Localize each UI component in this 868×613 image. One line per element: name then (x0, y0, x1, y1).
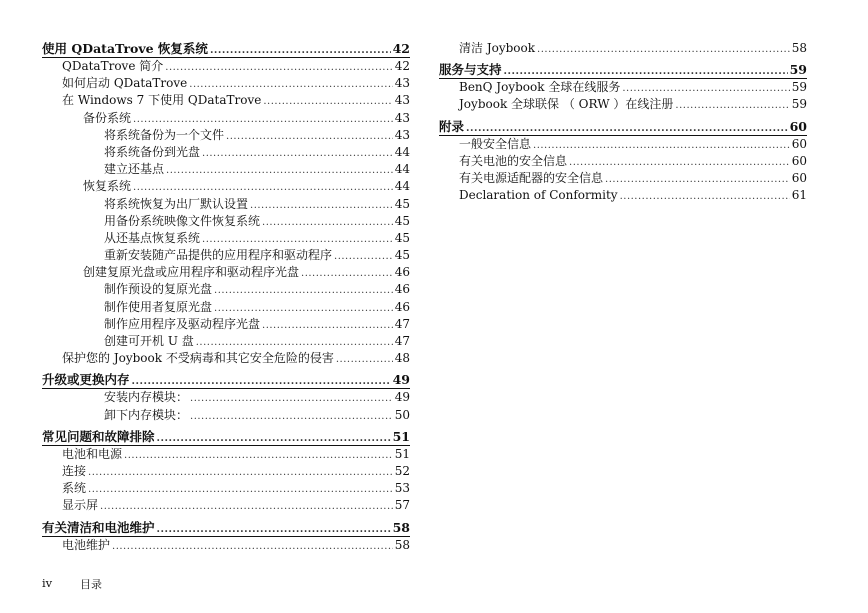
toc-entry-page: 44 (394, 179, 410, 194)
toc-entry-page: 59 (789, 62, 807, 78)
toc-entry-title: 保护您的 Joybook 不受病毒和其它安全危险的侵害 (62, 351, 334, 366)
toc-entry-title: 系统 (62, 481, 87, 496)
toc-dot-leader (250, 197, 393, 214)
toc-dot-leader (214, 282, 393, 299)
toc-dot-leader (124, 447, 393, 464)
toc-dot-leader (301, 265, 393, 282)
toc-chapter-entry[interactable] (439, 118, 807, 136)
toc-entry-title: 恢复系统 (83, 179, 132, 194)
toc-entry-page: 45 (394, 248, 410, 263)
toc-entry[interactable] (42, 75, 410, 92)
toc-dot-leader (675, 97, 789, 114)
toc-entry-page: 45 (394, 196, 410, 211)
toc-entry[interactable] (42, 281, 410, 298)
toc-entry-title: 服务与支持 (439, 62, 502, 78)
toc-entry-page: 47 (394, 334, 410, 348)
toc-entry-title: 创建可开机 U 盘 (104, 334, 194, 348)
toc-entry-title: 有关电源适配器的安全信息 (459, 170, 604, 185)
toc-entry-page: 49 (394, 390, 410, 405)
toc-entry-page: 47 (394, 316, 410, 331)
toc-right-column (439, 40, 807, 204)
toc-entry[interactable] (42, 247, 410, 264)
toc-entry-title: 升级或更换内存 (42, 372, 130, 388)
toc-entry-title: Declaration of Conformity (459, 188, 618, 203)
toc-entry-title: Joybook 全球联保 （ ORW ）在线注册 (459, 97, 674, 112)
toc-entry-title: 制作预设的复原光盘 (104, 282, 213, 297)
toc-entry-page: 61 (791, 188, 807, 203)
toc-entry-page: 46 (394, 282, 410, 297)
toc-entry-title: 将系统恢复为出厂默认设置 (104, 196, 249, 211)
toc-dot-leader (133, 111, 393, 128)
toc-left-column (42, 40, 410, 554)
toc-dot-leader (157, 521, 391, 538)
toc-entry-title: 常见问题和故障排除 (42, 428, 155, 444)
toc-entry-page: 43 (394, 127, 410, 142)
toc-entry[interactable] (439, 170, 807, 187)
toc-entry-page: 59 (791, 97, 807, 112)
toc-entry-title: 连接 (62, 463, 87, 478)
toc-entry[interactable] (42, 333, 410, 350)
toc-entry-title: 创建复原光盘或应用程序和驱动程序光盘 (83, 265, 300, 280)
toc-entry-title: 有关电池的安全信息 (459, 153, 568, 168)
toc-entry[interactable] (42, 58, 410, 75)
toc-entry-page: 53 (394, 481, 410, 496)
toc-entry[interactable] (42, 389, 410, 406)
toc-entry-page: 60 (791, 170, 807, 185)
toc-entry-page: 45 (394, 230, 410, 245)
toc-entry[interactable] (42, 110, 410, 127)
toc-entry[interactable] (42, 178, 410, 195)
toc-entry-page: 50 (394, 407, 410, 422)
footer-section-title: 目录 (80, 578, 102, 591)
toc-dot-leader (88, 481, 393, 498)
toc-dot-leader (214, 300, 393, 317)
toc-entry-page: 48 (394, 351, 410, 366)
toc-dot-leader (165, 59, 392, 76)
toc-entry[interactable] (42, 264, 410, 281)
toc-entry[interactable] (439, 187, 807, 204)
toc-dot-leader (210, 42, 391, 59)
toc-entry-page: 43 (394, 110, 410, 125)
toc-dot-leader (100, 498, 393, 515)
toc-chapter-entry[interactable] (42, 40, 410, 58)
toc-dot-leader (262, 317, 393, 334)
toc-entry[interactable] (42, 299, 410, 316)
toc-entry-page: 60 (789, 118, 807, 134)
toc-entry-page: 46 (394, 299, 410, 314)
toc-entry[interactable] (42, 144, 410, 161)
toc-entry-page: 44 (394, 162, 410, 177)
toc-dot-leader (166, 162, 393, 179)
toc-entry-title: 从还基点恢复系统 (104, 230, 201, 245)
toc-entry[interactable] (42, 196, 410, 213)
toc-entry-page: 52 (394, 463, 410, 478)
toc-entry-page: 49 (392, 372, 410, 388)
toc-dot-leader (537, 41, 790, 58)
toc-entry-title: 重新安装随产品提供的应用程序和驱动程序 (104, 248, 333, 263)
toc-dot-leader (620, 188, 790, 205)
toc-dot-leader (622, 80, 789, 97)
toc-entry[interactable] (439, 79, 807, 96)
toc-entry-page: 51 (394, 446, 410, 461)
toc-entry-page: 44 (394, 144, 410, 159)
footer-page-number: iv (42, 576, 53, 590)
toc-dot-leader (190, 390, 393, 407)
toc-entry[interactable] (42, 230, 410, 247)
toc-chapter-entry[interactable] (42, 428, 410, 446)
toc-dot-leader (466, 120, 788, 137)
toc-entry[interactable] (42, 480, 410, 497)
toc-entry[interactable] (42, 537, 410, 554)
toc-entry-page: 60 (791, 136, 807, 151)
toc-entry-page: 58 (394, 537, 410, 552)
toc-chapter-entry[interactable] (42, 519, 410, 537)
toc-entry-title: BenQ Joybook 全球在线服务 (459, 80, 621, 95)
toc-entry-title: 显示屏 (62, 498, 99, 513)
toc-entry-page: 43 (394, 93, 410, 108)
toc-entry-page: 51 (392, 428, 410, 444)
toc-entry[interactable] (42, 407, 410, 424)
toc-entry[interactable] (439, 96, 807, 113)
toc-entry[interactable] (42, 213, 410, 230)
toc-entry-page: 57 (394, 498, 410, 513)
toc-entry[interactable] (42, 463, 410, 480)
toc-entry[interactable] (42, 497, 410, 514)
toc-dot-leader (202, 231, 393, 248)
toc-dot-leader (157, 430, 391, 447)
toc-dot-leader (196, 334, 393, 351)
toc-dot-leader (132, 373, 391, 390)
toc-entry[interactable] (439, 136, 807, 153)
toc-entry-title: 在 Windows 7 下使用 QDataTrove (62, 93, 262, 108)
toc-entry-page: 45 (394, 213, 410, 228)
toc-entry-title: 一般安全信息 (459, 136, 532, 151)
toc-entry-page: 42 (392, 41, 410, 56)
toc-entry-page: 58 (791, 41, 807, 55)
toc-dot-leader (263, 93, 392, 110)
toc-entry-page: 60 (791, 153, 807, 168)
toc-dot-leader (533, 137, 790, 154)
toc-entry-page: 43 (394, 76, 410, 91)
toc-entry-title: QDataTrove 简介 (62, 59, 164, 73)
toc-entry-page: 42 (394, 59, 410, 73)
toc-dot-leader (605, 171, 790, 188)
toc-entry[interactable] (439, 40, 807, 57)
toc-dot-leader (202, 145, 393, 162)
toc-dot-leader (334, 248, 393, 265)
toc-entry-page: 58 (392, 519, 410, 535)
toc-entry-title: 有关清洁和电池维护 (42, 519, 155, 535)
toc-entry[interactable] (42, 127, 410, 144)
toc-dot-leader (262, 214, 393, 231)
toc-entry-title: 电池维护 (62, 537, 111, 552)
toc-chapter-entry[interactable] (439, 61, 807, 79)
toc-dot-leader (190, 408, 393, 425)
toc-entry-title: 备份系统 (83, 110, 132, 125)
toc-entry-page: 46 (394, 265, 410, 280)
toc-dot-leader (336, 351, 393, 368)
toc-entry-title: 附录 (439, 118, 465, 134)
toc-entry-title: 将系统备份为一个文件 (104, 127, 225, 142)
toc-dot-leader (88, 464, 393, 481)
toc-chapter-entry[interactable] (42, 371, 410, 389)
toc-entry[interactable] (42, 350, 410, 367)
toc-entry[interactable] (42, 446, 410, 463)
toc-dot-leader (569, 154, 790, 171)
toc-dot-leader (112, 538, 393, 555)
toc-entry-title: 将系统备份到光盘 (104, 144, 201, 159)
toc-entry[interactable] (42, 316, 410, 333)
toc-entry-title: 制作使用者复原光盘 (104, 299, 213, 314)
toc-entry-title: 安装内存模块： (104, 390, 189, 405)
toc-dot-leader (189, 76, 392, 93)
toc-entry[interactable] (42, 161, 410, 178)
toc-dot-leader (504, 63, 788, 80)
toc-entry[interactable] (42, 92, 410, 109)
toc-entry-title: 卸下内存模块： (104, 407, 189, 422)
toc-entry-title: 如何启动 QDataTrove (62, 76, 188, 91)
toc-dot-leader (133, 179, 393, 196)
toc-entry-title: 电池和电源 (62, 446, 123, 461)
toc-entry-title: 清洁 Joybook (459, 41, 536, 55)
toc-entry-title: 建立还基点 (104, 162, 165, 177)
toc-entry-title: 使用 QDataTrove 恢复系统 (42, 41, 208, 56)
toc-entry-title: 制作应用程序及驱动程序光盘 (104, 316, 261, 331)
toc-entry-page: 59 (791, 80, 807, 95)
toc-entry-title: 用备份系统映像文件恢复系统 (104, 213, 261, 228)
toc-dot-leader (226, 128, 393, 145)
toc-entry[interactable] (439, 153, 807, 170)
